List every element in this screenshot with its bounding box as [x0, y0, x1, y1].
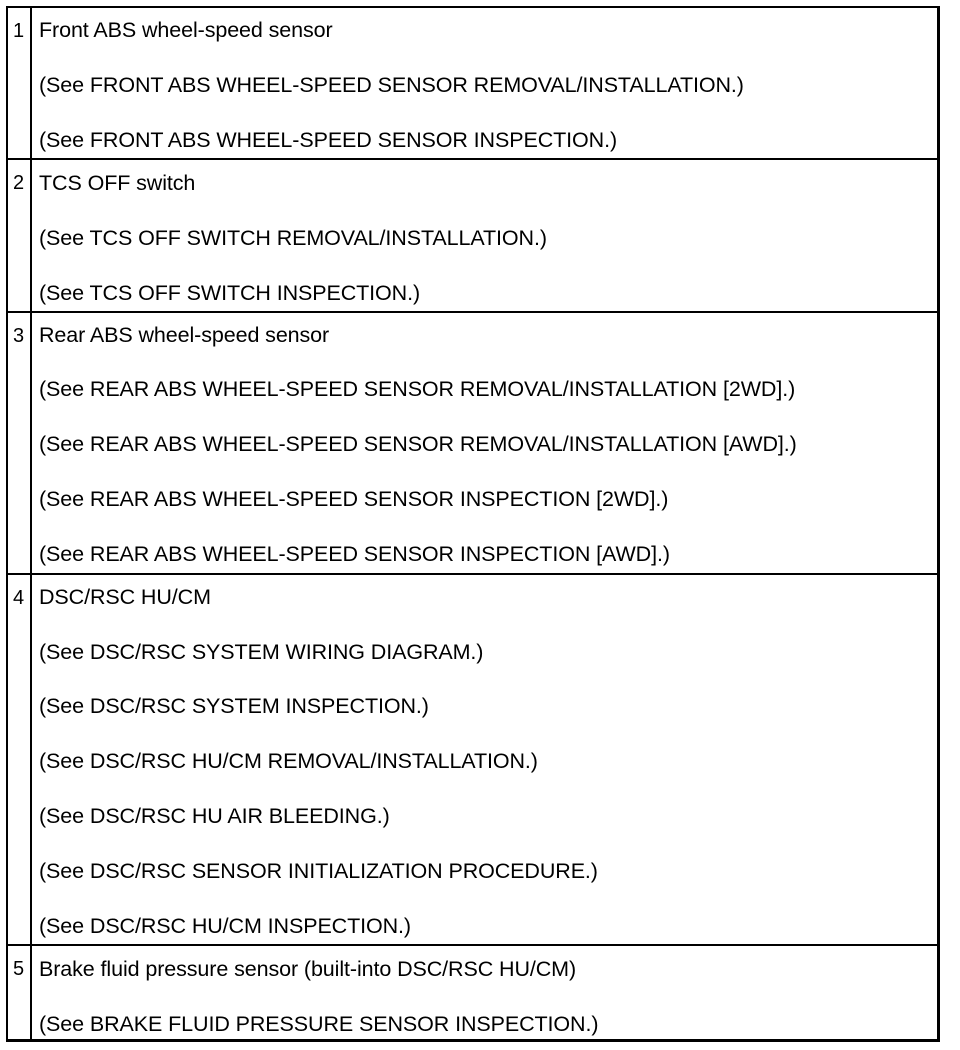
- row-number: 2: [8, 160, 32, 311]
- table-row: [8, 8, 937, 160]
- reference-link[interactable]: (See TCS OFF SWITCH INSPECTION.): [39, 281, 421, 305]
- component-name: DSC/RSC HU/CM: [39, 585, 211, 609]
- table-row: [8, 575, 937, 946]
- reference-link[interactable]: (See FRONT ABS WHEEL-SPEED SENSOR INSPECTION.): [39, 128, 618, 152]
- row-number: 3: [8, 313, 32, 573]
- component-name: Rear ABS wheel-speed sensor: [39, 323, 330, 347]
- row-number: 5: [8, 946, 32, 1039]
- reference-link[interactable]: (See DSC/RSC SYSTEM INSPECTION.): [39, 694, 429, 718]
- reference-link[interactable]: (See DSC/RSC SENSOR INITIALIZATION PROCEDURE.): [39, 859, 598, 883]
- reference-link[interactable]: (See DSC/RSC HU AIR BLEEDING.): [39, 804, 390, 828]
- component-name: TCS OFF switch: [39, 171, 196, 195]
- reference-link[interactable]: (See REAR ABS WHEEL-SPEED SENSOR REMOVAL/INSTALLATION [AWD].): [39, 432, 797, 456]
- reference-link[interactable]: (See FRONT ABS WHEEL-SPEED SENSOR REMOVAL/INSTALLATION.): [39, 73, 744, 97]
- reference-link[interactable]: (See BRAKE FLUID PRESSURE SENSOR INSPECTION.): [39, 1012, 599, 1036]
- reference-link[interactable]: (See DSC/RSC SYSTEM WIRING DIAGRAM.): [39, 640, 484, 664]
- reference-link[interactable]: (See TCS OFF SWITCH REMOVAL/INSTALLATION.): [39, 226, 547, 250]
- reference-link[interactable]: (See REAR ABS WHEEL-SPEED SENSOR INSPECTION [AWD].): [39, 542, 670, 566]
- component-name: Front ABS wheel-speed sensor: [39, 18, 333, 42]
- reference-link[interactable]: (See REAR ABS WHEEL-SPEED SENSOR INSPECTION [2WD].): [39, 487, 669, 511]
- table-row: [8, 313, 937, 575]
- table-row: [8, 160, 937, 313]
- reference-link[interactable]: (See REAR ABS WHEEL-SPEED SENSOR REMOVAL/INSTALLATION [2WD].): [39, 377, 796, 401]
- row-number: 4: [8, 575, 32, 944]
- row-number: 1: [8, 8, 32, 158]
- component-table: [6, 6, 940, 1042]
- table-row: [8, 946, 937, 1039]
- reference-link[interactable]: (See DSC/RSC HU/CM INSPECTION.): [39, 914, 411, 938]
- reference-link[interactable]: (See DSC/RSC HU/CM REMOVAL/INSTALLATION.): [39, 749, 538, 773]
- component-name: Brake fluid pressure sensor (built-into DSC/RSC HU/CM): [39, 957, 577, 981]
